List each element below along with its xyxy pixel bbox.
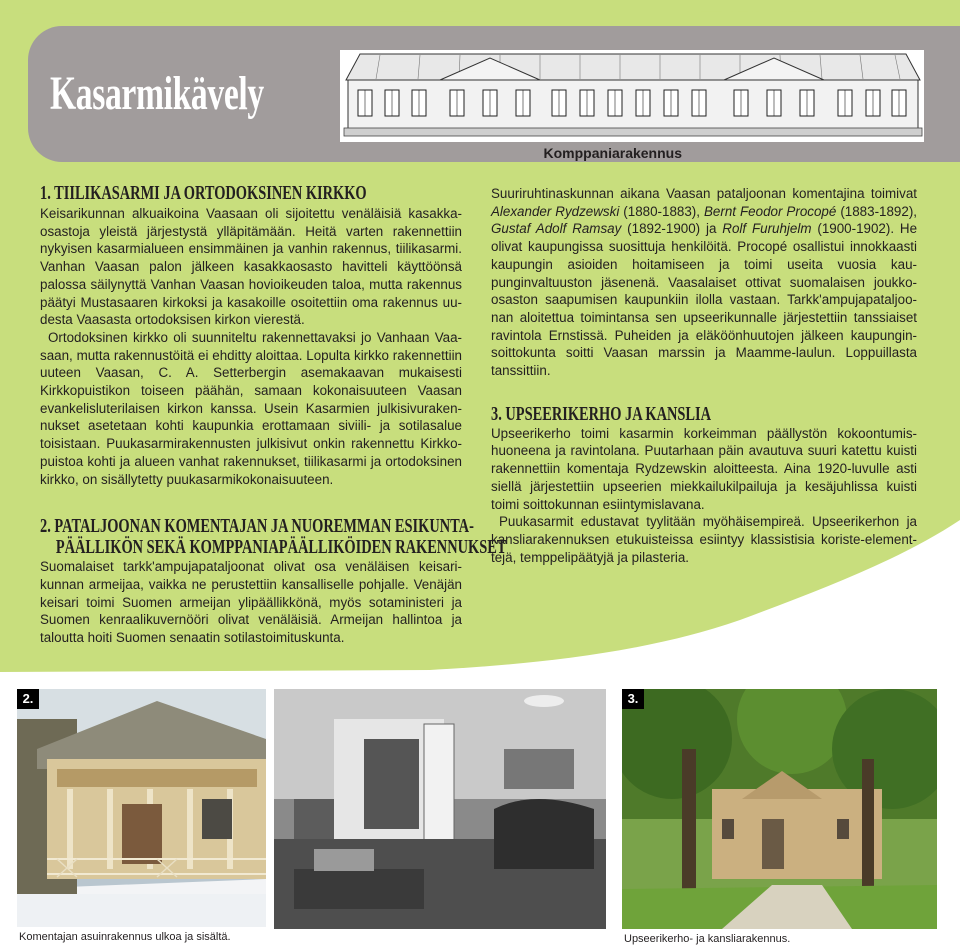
drawing-caption: Komppaniarakennus [543,145,682,161]
section1-paragraph-1: Keisarikunnan alkuaikoina Vaasaan oli sijoitettu venäläisiä kasakkaosastoja yleistä järjestystä ylläpitämään. Heitä varten rakennettiin nykyisen kasarmialueen ensimmäinen ja vanhin rakennus, tiilikasarmi. Vanhan Vaasan palon jälkeen kasakkaosasto havitteli käyttöönsä palossa säilynyttä Vanhan Vaasan hovioikeuden taloa, mutta rakennus päätyi Mustasaaren kirkoksi ja kasakoille osoitettiin oma rakennus uudesta Vaasasta ortodoksisen kirkon vierestä. [40,206,462,328]
section3-heading: 3. UPSEERIKERHO JA KANSLIA [491,402,712,425]
right-column [491,185,917,566]
section1-heading: 1. TIILIKASARMI JA ORTODOKSINEN KIRKKO [40,182,367,204]
commanders-paragraph-run: Bernt Feodor Procopé [703,203,837,219]
commanders-paragraph-run: (1900-1902). He olivat kaupungissa suosittuja henkilöitä. Procopé osallistui innokkaasti kaupungin asioiden hoitamiseen ja toimi useita vuosia kaupunginvaltuuston jäsenenä. Vaasalaiset ottivat suomalaisen joukkoosaston saapumisen kaupunkiin ilolla vastaan. Tarkk'ampujapataljoonan aloitettua toimintansa sen upseerikunnalle järjestettiin tanssiaiset ravintola Ernstissä. Puheiden ja eläköönhuutojen jälkeen kaupunginsoittokunta soitti Vaasan marssin ja Maamme-laulun. Loppuillasta tanssittiin. [491,221,918,379]
photo-badge-2: 2. [17,689,39,709]
section3-paragraph-2: Puukasarmit edustavat tyylitään myöhäisempireä. Upseerikerhon ja kansliarakennuksen etukuisteissa esiintyy klassistisia koriste-elementtejä, temppelipäätyjä ja pilasteria. [491,514,917,565]
commanders-paragraph-run: (1883-1892), [836,203,917,219]
commander-house-exterior-photo [17,689,266,927]
commanders-paragraph-run: (1880-1883), [619,203,704,219]
section3-paragraph-1: Upseerikerho toimi kasarmin korkeimman päällystön kokoontumishuoneena ja ravintolana. Puutarhaan päin avautuva suuri katettu kuisti rakennettiin komentaja Rydzewskin aloitteesta. Aina 1920-luvulle asti siellä järjestettiin upseerien miekkailukilpailuja ja kesäjuhlissa kuisti toimi soittokunnan esiintymislavana. [491,425,917,512]
commanders-paragraph-run: Gustaf Adolf Ramsay [491,221,622,237]
commanders-paragraph-run: Alexander Rydzewski [491,203,620,219]
section2-heading-line1: 2. PATALJOONAN KOMENTAJAN JA NUOREMMAN ESIKUNTA- [40,515,474,538]
page-title: Kasarmikävely [50,67,264,120]
section2-paragraph-1: Suomalaiset tarkk'ampujapataljoonat olivat osa venäläisen keisarikunnan armeijaa, vaikka ne perustettiin kansalliselle pohjalle. Venäjän keisari toimi Suomen armeijan ylipäällikkönä, myös sotaministeri ja Suomen kenraalikuvernööri olivat venäläisiä. Armeijan hallintoa ja taloutta hoiti Suomen senaatin sotilastoimituskunta. [40,559,462,646]
photo-strip [0,683,960,948]
officers-club-photo [622,689,937,929]
left-photo-caption: Komentajan asuinrakennus ulkoa ja sisältä. [19,931,231,943]
left-column [40,182,507,647]
commanders-paragraph-run: Rolf Furuhjelm [722,221,812,237]
section1-paragraph-2: Ortodoksinen kirkko oli suunniteltu rakennettavaksi jo Vanhaan Vaasaan, mutta rakennustöitä ei ehditty aloittaa. Lopulta kirkko rakennettiin uuteen Vaasan, C. A. Setterbergin asemakaavan mukaisesti Kirkkopuistikon toiseen päähän, samaan kokonaisuuteen Vaasan evankelisluterilaisen kirkon kanssa. Usein Kasarmien julkisivurakennukset asetetaan kohti kaupunkia erottamaan siviili- ja sotilasalue toisistaan. Puukasarmirakennusten julkisivut onkin rakennettu Kirkkopuistoa kohti ja alueen vanhat rakennukset, tiilikasarmi ja ortodoksinen kirkko, on sisällytetty puukasarmikokonaisuuteen. [40,329,462,487]
right-photo-caption: Upseerikerho- ja kansliarakennus. [624,933,791,945]
photo-badge-3: 3. [622,689,644,709]
barracks-drawing [340,50,924,142]
section2-heading-line2: PÄÄLLIKÖN SEKÄ KOMPPANIAPÄÄLLIKÖIDEN RAKENNUKSET [55,536,507,559]
commander-house-interior-photo [274,689,606,929]
commanders-paragraph [491,185,917,380]
commanders-paragraph-run: Suuriruhtinaskunnan aikana Vaasan pataljoonan komentajina toimivat [491,186,917,201]
commanders-paragraph-run: (1892-1900) ja [621,221,723,237]
